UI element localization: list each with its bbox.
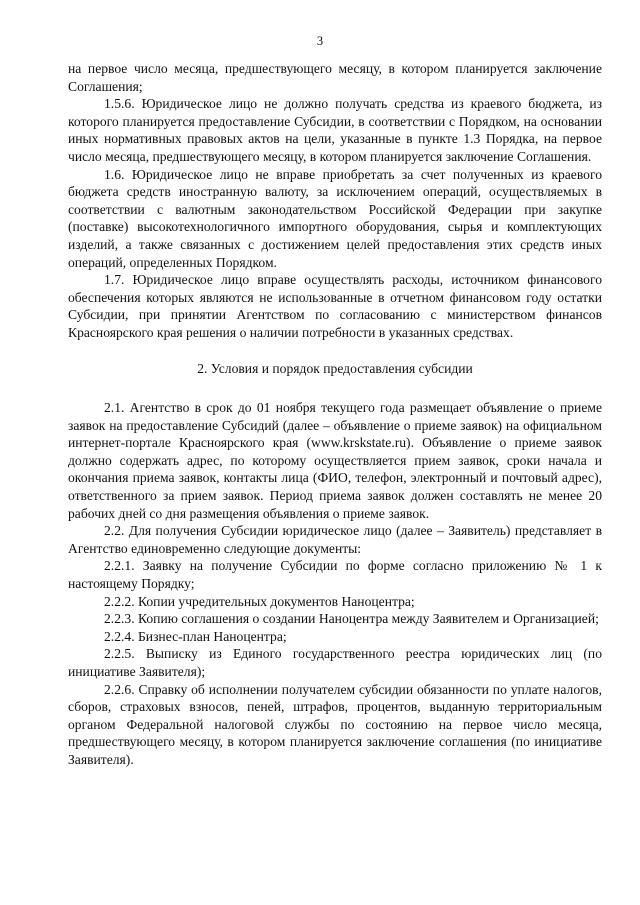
paragraph-2-2-6: 2.2.6. Справку об исполнении получателем субсидии обязанности по уплате налогов, сборов, страховых взносов, пеней, штрафов, процентов, выданную территориальным органом Федеральной налоговой службы по состоянию на первое число месяца, предшествующего месяцу, в котором планируется заключение соглашения (по инициативе Заявителя).	[68, 681, 602, 767]
paragraph-2-1: 2.1. Агентство в срок до 01 ноября текущего года размещает объявление о приеме заявок на предоставление Субсидий (далее – объявление о приеме заявок) на официальном интернет-портале Красноярского края (www.krskstate.ru). Объявление о приеме заявок должно содержать адрес, по которому осуществляется прием заявок, сроки начала и окончания приема заявок, контакты лица (ФИО, телефон, электронный и почтовый адрес), ответственного за прием заявок. Период приема заявок должен составлять не менее 20 рабочих дней со дня размещения объявления о приеме заявок.	[68, 400, 602, 521]
paragraph-2-2: 2.2. Для получения Субсидии юридическое лицо (далее – Заявитель) представляет в Агентство единовременно следующие документы:	[68, 523, 602, 556]
paragraph-1-6: 1.6. Юридическое лицо не вправе приобретать за счет полученных из краевого бюджета средств иностранную валюту, за исключением операций, осуществляемых в соответствии с валютным законодательством Российской Федерации при закупке (поставке) высокотехнологичного импортного оборудования, сырья и комплектующих изделий, а также связанных с достижением целей предоставления этих средств иных операций, определенных Порядком.	[68, 166, 602, 270]
paragraph-2-2-4: 2.2.4. Бизнес-план Наноцентра;	[104, 628, 287, 644]
page-number: 3	[316, 34, 324, 48]
document-body	[68, 60, 602, 769]
paragraph-2-2-1: 2.2.1. Заявку на получение Субсидии по форме согласно приложению № 1 к настоящему Порядку;	[68, 558, 602, 592]
paragraph-1-5-6: 1.5.6. Юридическое лицо не должно получать средства из краевого бюджета, из которого планируется предоставление Субсидии, в соответствии с Порядком, на основании иных нормативных правовых актов на цели, указанные в пункте 1.3 Порядка, на первое число месяца, предшествующего месяцу, в котором планируется заключение Соглашения.	[68, 96, 602, 164]
section-heading: 2. Условия и порядок предоставления субсидии	[197, 360, 473, 376]
paragraph-2-2-5: 2.2.5. Выписку из Единого государственного реестра юридических лиц (по инициативе Заявителя);	[68, 646, 602, 679]
paragraph-2-2-2: 2.2.2. Копии учредительных документов Наноцентра;	[104, 593, 415, 609]
paragraph-continuation: на первое число месяца, предшествующего месяцу, в котором планируется заключение Соглашения;	[68, 61, 602, 94]
paragraph-2-2-3: 2.2.3. Копию соглашения о создании Наноцентра между Заявителем и Организацией;	[104, 611, 599, 627]
paragraph-1-7: 1.7. Юридическое лицо вправе осуществлять расходы, источником финансового обеспечения которых являются не использованные в отчетном финансовом году остатки Субсидии, при принятии Агентством по согласованию с министерством финансов Красноярского края решения о наличии потребности в указанных средствах.	[68, 272, 602, 340]
